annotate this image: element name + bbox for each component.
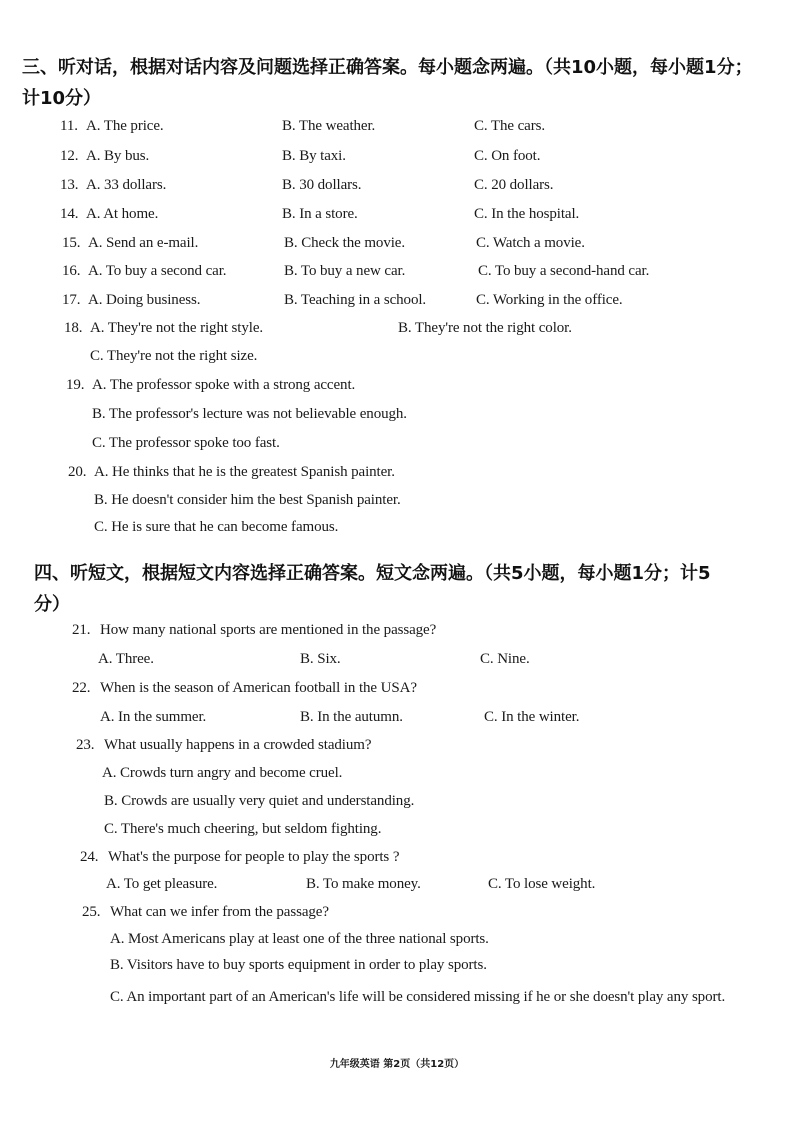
q25-option-a: A. Most Americans play at least one of the three national sports.	[110, 931, 489, 947]
q14-option-b: B. In a store.	[282, 206, 358, 222]
q20-option-c: C. He is sure that he can become famous.	[94, 519, 339, 535]
q23-option-a: A. Crowds turn angry and become cruel.	[102, 765, 343, 781]
q13-option-a: A. 33 dollars.	[86, 177, 167, 193]
q15-option-c: C. Watch a movie.	[476, 235, 585, 251]
q24-stem: What's the purpose for people to play the sports ?	[108, 849, 400, 865]
q24-option-a: A. To get pleasure.	[106, 876, 218, 892]
q24-number: 24.	[80, 849, 99, 865]
q17-option-c: C. Working in the office.	[476, 292, 623, 308]
q16-option-c: C. To buy a second-hand car.	[478, 263, 650, 279]
q21-option-c: C. Nine.	[480, 651, 530, 667]
q18-option-c: C. They're not the right size.	[90, 348, 258, 364]
q21-number: 21.	[72, 622, 91, 638]
q12-option-a: A. By bus.	[86, 148, 150, 164]
q19-number: 19.	[66, 377, 85, 393]
q25-stem: What can we infer from the passage?	[110, 904, 329, 920]
q13-option-c: C. 20 dollars.	[474, 177, 554, 193]
q15-option-b: B. Check the movie.	[284, 235, 405, 251]
q17-option-a: A. Doing business.	[88, 292, 201, 308]
q11-option-a: A. The price.	[86, 118, 164, 134]
q11-number: 11.	[60, 118, 78, 134]
q18-number: 18.	[64, 320, 83, 336]
q22-option-b: B. In the autumn.	[300, 709, 403, 725]
q23-stem: What usually happens in a crowded stadium?	[104, 737, 372, 753]
q14-number: 14.	[60, 206, 79, 222]
q15-option-a: A. Send an e-mail.	[88, 235, 199, 251]
q16-option-a: A. To buy a second car.	[88, 263, 227, 279]
q13-number: 13.	[60, 177, 79, 193]
q20-option-b: B. He doesn't consider him the best Spanish painter.	[94, 492, 401, 508]
q11-option-b: B. The weather.	[282, 118, 376, 134]
q23-number: 23.	[76, 737, 95, 753]
section-4-heading: 四、听短文，根据短文内容选择正确答案。短文念两遍。（共5小题，每小题1分；计5分）	[34, 563, 711, 615]
q25-option-c: C. An important part of an American's life will be considered missing if he or she doesn't play any sport.	[110, 989, 726, 1005]
q22-option-c: C. In the winter.	[484, 709, 580, 725]
q22-stem: When is the season of American football in the USA?	[100, 680, 417, 696]
q12-option-b: B. By taxi.	[282, 148, 346, 164]
q17-number: 17.	[62, 292, 81, 308]
q23-option-b: B. Crowds are usually very quiet and understanding.	[104, 793, 415, 809]
q18-option-a: A. They're not the right style.	[90, 320, 264, 336]
q13-option-b: B. 30 dollars.	[282, 177, 362, 193]
page-footer: 九年级英语 第2页（共12页）	[329, 1059, 465, 1070]
q19-option-b: B. The professor's lecture was not believable enough.	[92, 406, 407, 422]
q20-number: 20.	[68, 464, 87, 480]
q25-option-b: B. Visitors have to buy sports equipment in order to play sports.	[110, 957, 487, 973]
q19-option-a: A. The professor spoke with a strong accent.	[92, 377, 356, 393]
q21-stem: How many national sports are mentioned in the passage?	[100, 622, 437, 638]
q25-number: 25.	[82, 904, 101, 920]
q14-option-a: A. At home.	[86, 206, 159, 222]
q19-option-c: C. The professor spoke too fast.	[92, 435, 280, 451]
q24-option-b: B. To make money.	[306, 876, 421, 892]
q16-option-b: B. To buy a new car.	[284, 263, 406, 279]
q15-number: 15.	[62, 235, 81, 251]
q14-option-c: C. In the hospital.	[474, 206, 580, 222]
q22-option-a: A. In the summer.	[100, 709, 207, 725]
q22-number: 22.	[72, 680, 91, 696]
q12-number: 12.	[60, 148, 79, 164]
q18-option-b: B. They're not the right color.	[398, 320, 572, 336]
q23-option-c: C. There's much cheering, but seldom fighting.	[104, 821, 382, 837]
q17-option-b: B. Teaching in a school.	[284, 292, 427, 308]
section-3-heading: 三、听对话，根据对话内容及问题选择正确答案。每小题念两遍。（共10小题，每小题1分；计10分）	[22, 57, 753, 109]
q11-option-c: C. The cars.	[474, 118, 546, 134]
q12-option-c: C. On foot.	[474, 148, 541, 164]
q21-option-b: B. Six.	[300, 651, 341, 667]
q24-option-c: C. To lose weight.	[488, 876, 596, 892]
q20-option-a: A. He thinks that he is the greatest Spanish painter.	[94, 464, 395, 480]
q16-number: 16.	[62, 263, 81, 279]
q21-option-a: A. Three.	[98, 651, 154, 667]
